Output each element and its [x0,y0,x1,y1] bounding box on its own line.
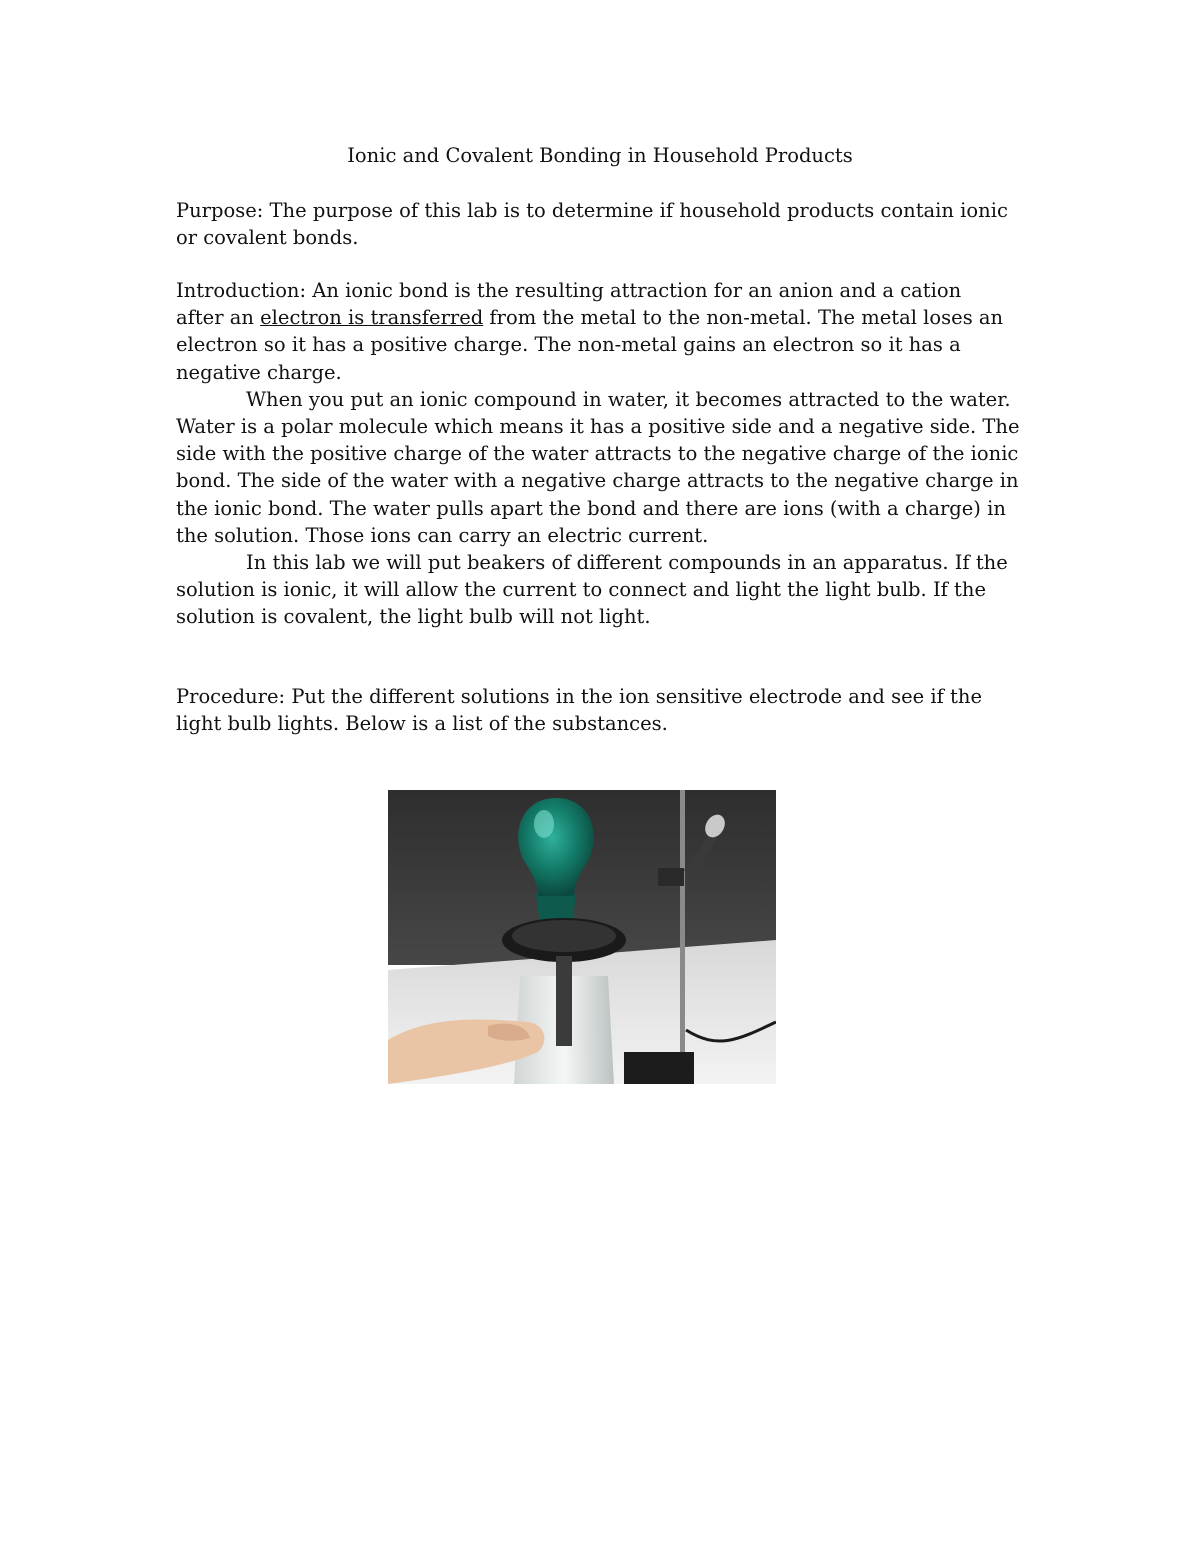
purpose-line: or covalent bonds. [176,226,359,250]
procedure-section [176,683,1036,737]
intro-line-prefix: after an [176,306,261,330]
intro-line [176,304,1036,331]
intro-paragraph-2-line: the solution. Those ions can carry an electric current. [176,523,709,547]
procedure-line: light bulb lights. Below is a list of the substances. [176,712,668,736]
intro-paragraph-3-line: In this lab we will put beakers of different compounds in an apparatus. If the [246,551,1008,575]
intro-paragraph-2-line: bond. The side of the water with a negative charge attracts to the negative charge in [176,469,1019,493]
intro-paragraph-3-line: solution is ionic, it will allow the current to connect and light the light bulb. If the [176,578,986,602]
intro-paragraph-2-line: the ionic bond. The water pulls apart the bond and there are ions (with a charge) in [176,496,1006,520]
conductivity-apparatus-photo [388,790,776,1084]
document-title: Ionic and Covalent Bonding in Household Products [347,144,853,167]
procedure-line: Procedure: Put the different solutions in the ion sensitive electrode and see if the [176,685,982,708]
intro-paragraph-2-line: Water is a polar molecule which means it has a positive side and a negative side. The [176,415,1020,439]
intro-paragraph-3-line: solution is covalent, the light bulb will not light. [176,605,651,629]
electrode [556,956,572,1046]
bulb-highlight [534,810,554,838]
stand-clamp [658,868,684,886]
socket-holder-top [512,920,616,952]
intro-line: electron so it has a positive charge. The non-metal gains an electron so it has a [176,333,961,357]
purpose-section [176,197,1036,251]
stand-rod [680,790,685,1084]
introduction-section [176,277,1036,631]
purpose-line: Purpose: The purpose of this lab is to determine if household products contain ionic [176,199,1008,222]
intro-line-suffix: from the metal to the non-metal. The metal loses an [483,306,1004,330]
stand-base [624,1052,694,1084]
apparatus-illustration [388,790,776,1084]
intro-paragraph-2-line: When you put an ionic compound in water, it becomes attracted to the water. [246,387,1011,411]
intro-line: negative charge. [176,360,342,384]
intro-line: Introduction: An ionic bond is the resulting attraction for an anion and a cation [176,279,962,302]
intro-paragraph-2-line: side with the positive charge of the water attracts to the negative charge of the ionic [176,442,1019,466]
underlined-phrase: electron is transferred [260,306,484,330]
